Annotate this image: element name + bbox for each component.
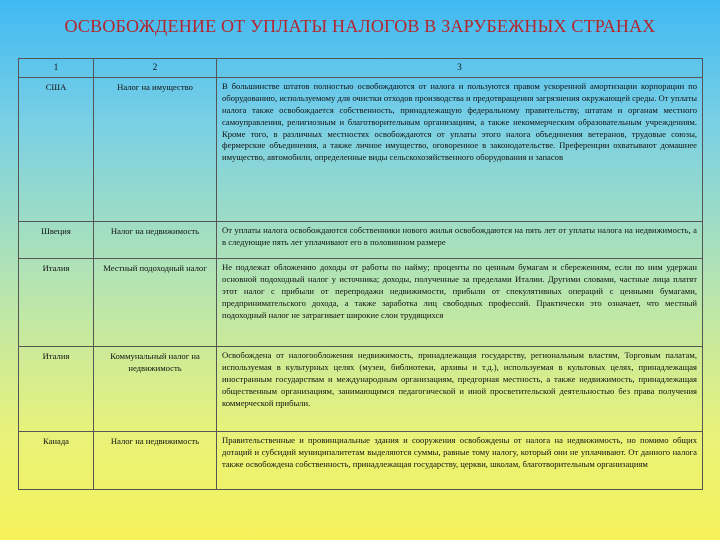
description-cell: Правительственные и провинциальные здания и сооружения освобождены от налога на недвижимость, но помимо общих дотаций и субсидий муниципалитетам выделяются суммы, равные тому налогу, который они не уплачивают. От данного налога также освобождена собственность, принадлежащая государству, церкви, школам, благотворительным организациям: [217, 431, 703, 489]
tax-cell: Налог на недвижимость: [94, 431, 217, 489]
description-cell: Не подлежат обложению доходы от работы по найму; проценты по ценным бумагам и сбережениям, если по ним удержан основной подоходный налог у источника; доходы, полученные за пределами Италии. Другими словами, частные лица платят этот налог с прибыли от перепродажи недвижимости, прибыли от спекулятивных операций с ценными бумагами, предпринимательского дохода, а также заработка лиц свободных профессий. Практически это означает, что местный подоходный налог не затрагивает широкие слои трудящихся: [217, 258, 703, 346]
table-row: [19, 77, 703, 221]
column-number-3: 3: [217, 59, 703, 78]
tax-cell: Налог на имущество: [94, 77, 217, 221]
table-header-row: [19, 59, 703, 78]
column-number-1: 1: [19, 59, 94, 78]
tax-exemption-table: [18, 58, 703, 490]
description-cell: Освобождена от налогообложения недвижимость, принадлежащая государству, региональным властям, Торговым палатам, используемая в культурных целях (музеи, библиотеки, архивы и т.д.), используемая в культовых целях, принадлежащая иностранным государствам и международным организациям, предгорная местность, а также недвижимость, принадлежащая общественным организациям, занимающимся педагогической и иной просветительской деятельностью без права получения коммерческой прибыли.: [217, 346, 703, 431]
table-row: [19, 346, 703, 431]
table-row: [19, 221, 703, 258]
description-cell: В большинстве штатов полностью освобождаются от налога и пользуются правом ускоренной амортизации корпорации по оборудованию, используемому для очистки отходов производства и предотвращения загрязнения окружающей среды. От уплаты налога также освобождается собственность, принадлежащую федеральному правительству, штатам и органам местного самоуправления, религиозным и благотворительным организациям, а также некоммерческим образовательным учреждениям. Кроме того, в различных местностях освобождаются от уплаты этого налога объединения ветеранов, трудовые союзы, фермерские объединения, а также личное имущество, оговоренное в законодательстве. Преференции охватывают домашнее имущество, автомобили, определенные виды сельскохозяйственного оборудования и запасов: [217, 77, 703, 221]
tax-cell: Коммунальный налог на недвижимость: [94, 346, 217, 431]
table-row: [19, 431, 703, 489]
slide-title: ОСВОБОЖДЕНИЕ ОТ УПЛАТЫ НАЛОГОВ В ЗАРУБЕЖНЫХ СТРАНАХ: [64, 16, 656, 36]
country-cell: США: [19, 77, 94, 221]
table-row: [19, 258, 703, 346]
column-number-2: 2: [94, 59, 217, 78]
country-cell: Канада: [19, 431, 94, 489]
tax-cell: Налог на недвижимость: [94, 221, 217, 258]
country-cell: Швеция: [19, 221, 94, 258]
country-cell: Италия: [19, 258, 94, 346]
country-cell: Италия: [19, 346, 94, 431]
description-cell: От уплаты налога освобождаются собственники нового жилья освобождаются на пять лет от уплаты налога на недвижимость, а в следующие пять лет уплачивают его в половинном размере: [217, 221, 703, 258]
tax-cell: Местный подоходный налог: [94, 258, 217, 346]
